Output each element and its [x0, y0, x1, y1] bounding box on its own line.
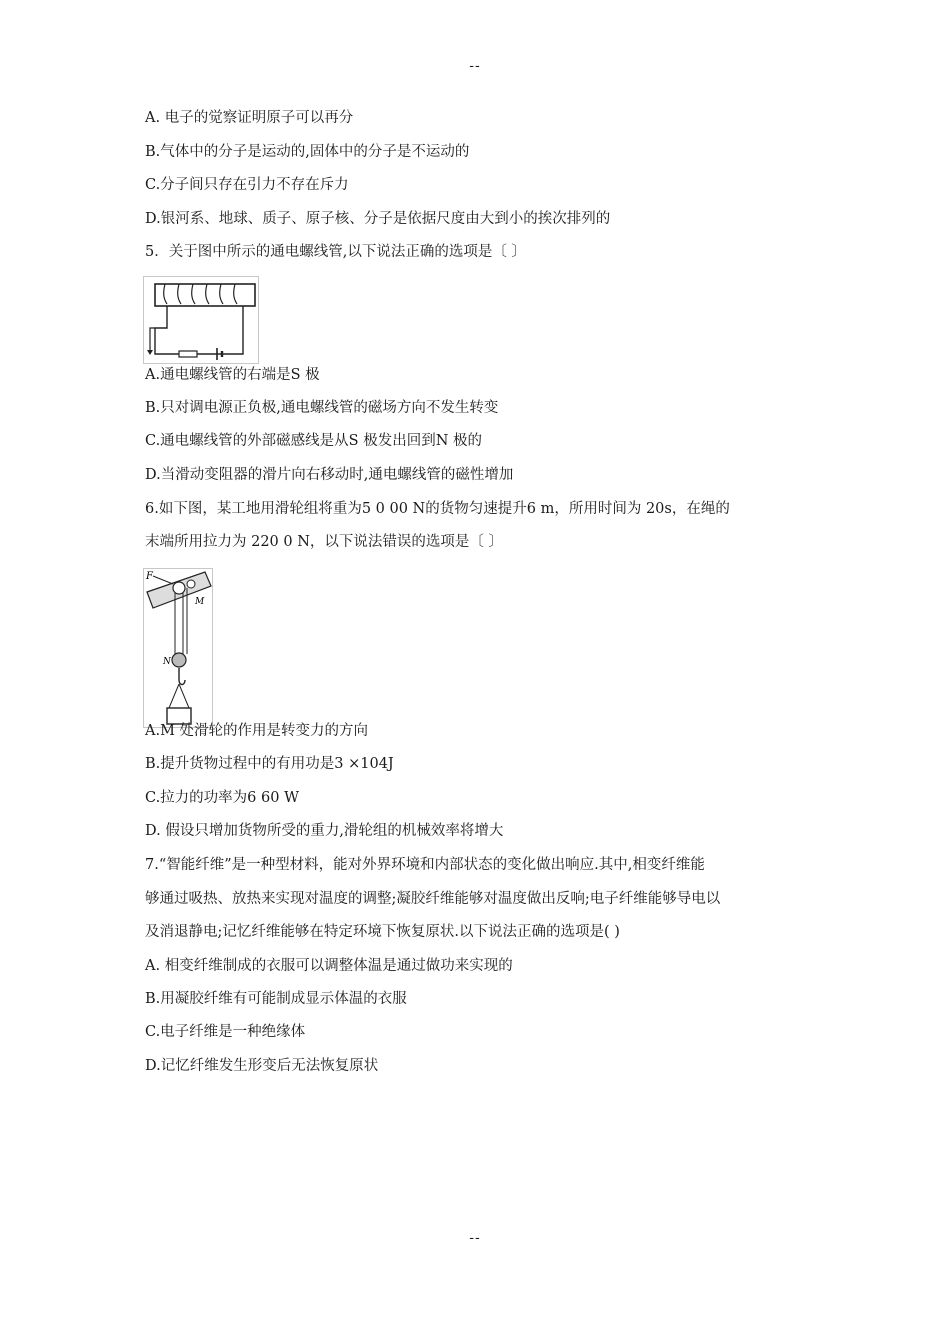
q5-stem: 5．关于图中所示的通电螺线管,以下说法正确的选项是〔 〕: [145, 244, 526, 260]
q5-option-b: B.只对调电源正负极,通电螺线管的磁场方向不发生转变: [145, 400, 499, 416]
q7-option-d: D.记忆纤维发生形变后无法恢复原状: [145, 1058, 379, 1074]
pulley-n-label: N: [163, 657, 171, 667]
q5-option-c: C.通电螺线管的外部磁感线是从S 极发出回到N 极的: [145, 433, 483, 449]
q7-stem-line2: 够通过吸热、放热来实现对温度的调整;凝胶纤维能够对温度做出反响;电子纤维能够导电以: [145, 891, 721, 907]
footer-mark: --: [469, 1230, 481, 1246]
q4-option-d: D.银河系、地球、质子、原子核、分子是依据尺度由大到小的挨次排列的: [145, 211, 611, 227]
q6-stem-line1: 6.如下图，某工地用滑轮组将重为5 0 00 N的货物匀速提升6 m，所用时间为 20s，在绳的: [145, 501, 730, 517]
rheostat: [179, 351, 197, 357]
q4-option-c: C.分子间只存在引力不存在斥力: [145, 177, 349, 193]
force-label: F: [146, 571, 153, 582]
q7-option-c: C.电子纤维是一种绝缘体: [145, 1024, 306, 1040]
q6-option-b: B.提升货物过程中的有用功是3 ×104J: [145, 756, 394, 772]
pulley-system-figure: [143, 568, 213, 728]
solenoid-coil: [164, 284, 237, 304]
q7-stem-line1: 7.“智能纤维”是一种型材料，能对外界环境和内部状态的变化做出响应.其中,相变纤维能: [145, 857, 705, 873]
solenoid-circuit-figure: [143, 276, 259, 364]
circuit-wire: [155, 306, 243, 354]
rheostat-slider: [147, 350, 153, 355]
moving-pulley: [172, 653, 186, 667]
solenoid-frame: [155, 284, 255, 306]
q4-option-a: A. 电子的觉察证明原子可以再分: [145, 110, 354, 126]
hook: [179, 668, 185, 685]
q4-option-b: B.气体中的分子是运动的,固体中的分子是不运动的: [145, 144, 470, 160]
pulley-m-label: M: [195, 597, 205, 607]
q7-option-a: A. 相变纤维制成的衣服可以调整体温是通过做功来实现的: [145, 958, 513, 974]
q5-option-a: A.通电螺线管的右端是S 极: [145, 367, 320, 383]
q6-option-d: D. 假设只增加货物所受的重力,滑轮组的机械效率将增大: [145, 823, 504, 839]
q6-option-c: C.拉力的功率为6 60 W: [145, 790, 299, 806]
q7-option-b: B.用凝胶纤维有可能制成显示体温的衣服: [145, 991, 407, 1007]
q6-option-a: A.M 处滑轮的作用是转变力的方向: [145, 723, 369, 739]
q5-option-d: D.当滑动变阻器的滑片向右移动时,通电螺线管的磁性增加: [145, 467, 514, 483]
q6-stem-line2: 末端所用拉力为 220 0 N，以下说法错误的选项是〔 〕: [145, 534, 504, 550]
q7-stem-line3: 及消退静电;记忆纤维能够在特定环境下恢复原状.以下说法正确的选项是( ): [145, 924, 620, 940]
header-mark: --: [469, 58, 481, 74]
